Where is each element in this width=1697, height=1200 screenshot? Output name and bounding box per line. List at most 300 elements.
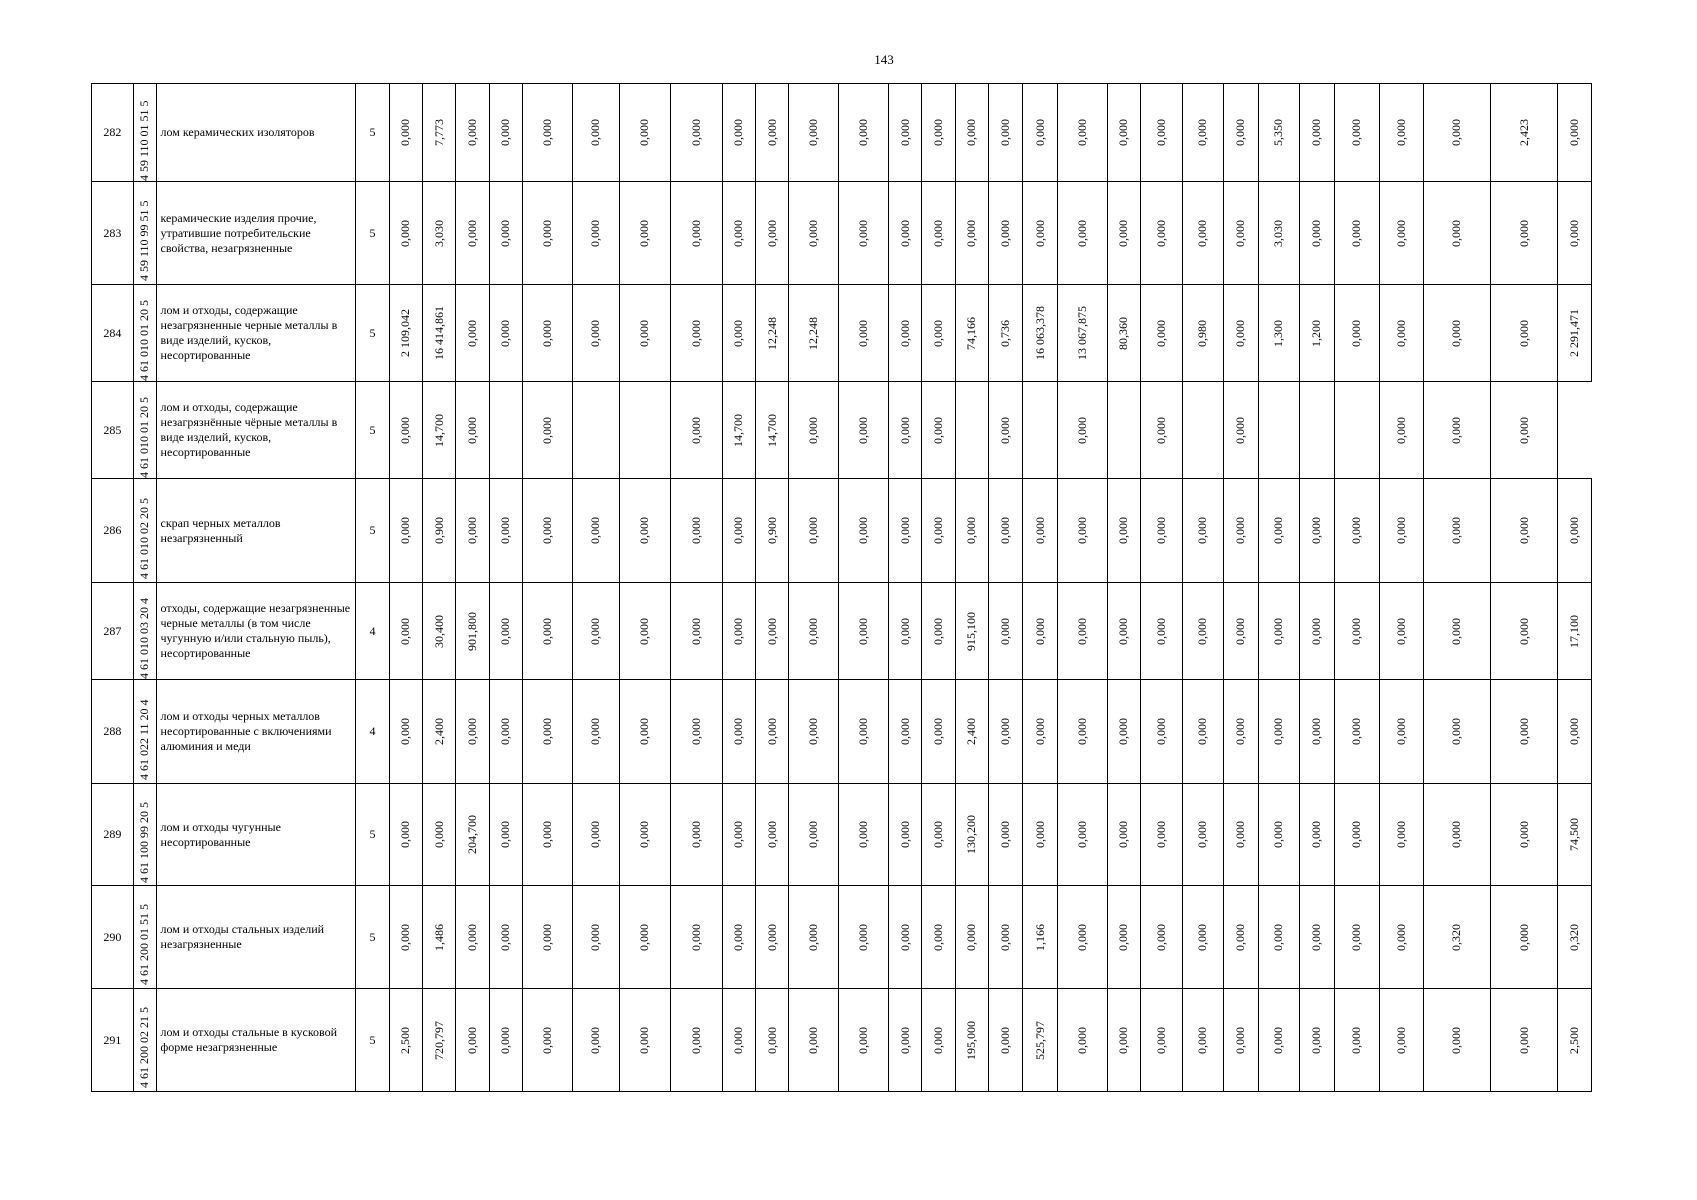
value-text: 0,000 <box>1032 219 1047 247</box>
value-cell <box>955 784 988 886</box>
value-text: 0,000 <box>1116 1026 1131 1054</box>
value-text: 0,000 <box>588 1026 603 1054</box>
row-number: 283 <box>92 182 134 285</box>
value-cell <box>1258 84 1300 182</box>
value-cell <box>955 479 988 583</box>
value-text: 0,000 <box>1233 617 1248 645</box>
value-cell <box>1490 784 1558 886</box>
waste-code <box>133 84 156 182</box>
value-text: 901,800 <box>464 611 479 651</box>
value-text: 0,000 <box>588 923 603 951</box>
value-cell <box>422 479 455 583</box>
value-cell <box>1424 84 1491 182</box>
value-cell <box>1490 989 1558 1092</box>
value-text: 0,000 <box>539 923 554 951</box>
value-text: 0,900 <box>431 517 446 544</box>
value-cell <box>1141 583 1183 680</box>
waste-code <box>133 583 156 680</box>
value-cell <box>619 886 670 989</box>
value-text: 30,400 <box>431 614 446 648</box>
value-text: 0,000 <box>731 821 746 848</box>
value-text: 0,000 <box>637 319 652 347</box>
value-text: 0,000 <box>539 219 554 247</box>
value-cell <box>670 479 722 583</box>
value-cell <box>1300 583 1334 680</box>
value-text: 0,000 <box>464 923 479 951</box>
value-text: 0,000 <box>464 416 479 444</box>
value-cell <box>889 680 922 784</box>
value-text: 0,000 <box>1153 821 1168 848</box>
value-text: 1,486 <box>431 923 446 951</box>
value-cell <box>1023 583 1057 680</box>
value-text: 0,000 <box>1309 923 1324 951</box>
value-cell <box>1141 680 1183 784</box>
value-cell <box>456 285 489 382</box>
value-cell <box>789 886 839 989</box>
value-text: 0,000 <box>588 821 603 848</box>
value-cell <box>489 285 522 382</box>
value-cell <box>619 84 670 182</box>
value-cell <box>789 680 839 784</box>
value-text: 0,000 <box>1271 1026 1286 1054</box>
value-cell <box>389 886 422 989</box>
value-text: 0,000 <box>498 319 513 347</box>
value-text: 0,000 <box>1271 821 1286 848</box>
value-cell <box>789 784 839 886</box>
value-text: 0,000 <box>1233 718 1248 745</box>
value-cell <box>1224 886 1258 989</box>
value-text: 0,000 <box>1074 617 1089 645</box>
value-text: 0,000 <box>856 319 871 347</box>
value-cell <box>989 886 1023 989</box>
value-cell <box>572 84 619 182</box>
waste-name: лом и отходы чугунные несортированные <box>156 784 356 886</box>
value-text: 0,000 <box>398 517 413 544</box>
value-text: 2,400 <box>964 718 979 745</box>
value-text: 0,000 <box>1074 119 1089 146</box>
value-cell <box>670 784 722 886</box>
value-text: 0,000 <box>1309 718 1324 745</box>
value-text: 2,500 <box>1567 1026 1582 1054</box>
value-text: 0,000 <box>731 923 746 951</box>
value-cell <box>1107 784 1140 886</box>
value-cell <box>1334 784 1380 886</box>
value-text: 0,000 <box>588 219 603 247</box>
value-cell <box>722 784 755 886</box>
value-cell <box>789 382 839 479</box>
value-cell <box>456 583 489 680</box>
value-cell <box>955 886 988 989</box>
value-cell <box>1224 680 1258 784</box>
value-text: 0,000 <box>998 219 1013 247</box>
value-cell <box>889 182 922 285</box>
value-cell <box>1258 886 1300 989</box>
value-cell <box>1490 886 1558 989</box>
value-text: 0,000 <box>1032 517 1047 544</box>
value-cell <box>922 583 955 680</box>
value-text: 0,000 <box>1349 1026 1364 1054</box>
value-text: 0,000 <box>539 1026 554 1054</box>
value-text: 0,000 <box>637 718 652 745</box>
value-text: 0,000 <box>764 923 779 951</box>
value-text: 195,000 <box>964 1020 979 1060</box>
value-text: 0,000 <box>539 416 554 444</box>
value-cell <box>1300 680 1334 784</box>
value-cell <box>670 182 722 285</box>
value-text: 0,000 <box>588 119 603 146</box>
value-cell <box>839 285 889 382</box>
value-text: 0,000 <box>806 617 821 645</box>
value-text: 5,350 <box>1271 119 1286 146</box>
value-cell <box>1141 382 1183 479</box>
value-text: 0,000 <box>1349 923 1364 951</box>
value-cell <box>1558 886 1592 989</box>
value-text: 0,000 <box>1233 821 1248 848</box>
value-cell <box>1558 583 1592 680</box>
value-text: 0,000 <box>1153 517 1168 544</box>
value-cell <box>489 784 522 886</box>
value-cell <box>1224 382 1258 479</box>
value-cell <box>422 182 455 285</box>
value-cell <box>955 680 988 784</box>
value-cell <box>955 989 988 1092</box>
value-cell <box>1057 680 1107 784</box>
value-text: 0,000 <box>588 319 603 347</box>
value-text: 0,000 <box>1032 119 1047 146</box>
row-number: 286 <box>92 479 134 583</box>
value-cell <box>789 84 839 182</box>
value-text: 0,000 <box>931 219 946 247</box>
value-cell <box>1224 84 1258 182</box>
value-cell <box>1057 84 1107 182</box>
value-text: 525,797 <box>1032 1020 1047 1060</box>
value-cell <box>572 784 619 886</box>
value-text: 0,000 <box>539 821 554 848</box>
value-text: 0,000 <box>897 923 912 951</box>
value-cell <box>1057 382 1107 479</box>
value-cell <box>1182 182 1224 285</box>
value-cell <box>922 382 955 479</box>
value-cell <box>670 989 722 1092</box>
value-text: 0,000 <box>398 219 413 247</box>
value-cell <box>670 84 722 182</box>
value-text: 7,773 <box>431 119 446 146</box>
value-cell <box>1380 680 1424 784</box>
value-cell <box>1490 479 1558 583</box>
value-text: 0,000 <box>1309 821 1324 848</box>
hazard-class: 5 <box>356 784 389 886</box>
value-text: 0,000 <box>897 219 912 247</box>
value-cell <box>422 84 455 182</box>
value-cell <box>755 784 788 886</box>
value-cell <box>572 285 619 382</box>
value-text: 0,000 <box>1516 923 1531 951</box>
waste-code <box>133 182 156 285</box>
value-text: 0,000 <box>856 219 871 247</box>
value-text: 0,000 <box>1195 517 1210 544</box>
value-text: 0,000 <box>688 1026 703 1054</box>
value-cell <box>789 182 839 285</box>
waste-name: лом и отходы, содержащие незагрязнённые чёрные металлы в виде изделий, кусков, несортированные <box>156 382 356 479</box>
row-number: 284 <box>92 285 134 382</box>
value-text: 0,000 <box>1349 821 1364 848</box>
value-cell <box>456 989 489 1092</box>
value-cell <box>389 680 422 784</box>
hazard-class: 5 <box>356 182 389 285</box>
value-text: 0,000 <box>731 319 746 347</box>
value-cell <box>1258 583 1300 680</box>
value-cell <box>489 479 522 583</box>
value-cell <box>1224 182 1258 285</box>
value-cell <box>1334 285 1380 382</box>
value-text: 0,000 <box>1074 821 1089 848</box>
value-cell <box>922 84 955 182</box>
value-cell <box>1057 285 1107 382</box>
value-text: 0,000 <box>998 1026 1013 1054</box>
value-cell <box>755 989 788 1092</box>
value-cell <box>1380 989 1424 1092</box>
value-text: 0,000 <box>539 718 554 745</box>
page-number: 143 <box>874 52 894 67</box>
value-cell <box>1300 84 1334 182</box>
value-cell <box>619 285 670 382</box>
value-cell <box>1057 583 1107 680</box>
value-cell <box>922 886 955 989</box>
value-cell <box>722 182 755 285</box>
value-text: 0,000 <box>398 416 413 444</box>
value-cell <box>1107 989 1140 1092</box>
table-row <box>92 784 1592 886</box>
value-text: 0,000 <box>539 319 554 347</box>
value-cell <box>722 989 755 1092</box>
table-row <box>92 182 1592 285</box>
value-text: 0,000 <box>1516 617 1531 645</box>
value-cell <box>955 84 988 182</box>
value-cell <box>722 382 755 479</box>
waste-code <box>133 886 156 989</box>
value-cell <box>456 84 489 182</box>
value-text: 0,000 <box>1349 718 1364 745</box>
value-cell <box>989 84 1023 182</box>
value-cell <box>389 583 422 680</box>
value-text: 0,000 <box>688 416 703 444</box>
value-cell <box>889 285 922 382</box>
value-text: 204,700 <box>464 815 479 854</box>
value-text: 0,000 <box>897 119 912 146</box>
value-text: 0,000 <box>1394 119 1409 146</box>
value-text: 0,980 <box>1195 319 1210 347</box>
value-text: 0,000 <box>398 617 413 645</box>
value-text: 0,000 <box>1074 517 1089 544</box>
value-text: 0,000 <box>1516 517 1531 544</box>
value-cell <box>839 479 889 583</box>
waste-code <box>133 382 156 479</box>
value-text: 0,000 <box>1195 1026 1210 1054</box>
value-cell <box>1141 989 1183 1092</box>
row-number: 282 <box>92 84 134 182</box>
value-text: 1,300 <box>1271 319 1286 347</box>
value-cell <box>839 886 889 989</box>
value-text: 0,000 <box>764 718 779 745</box>
value-text: 0,000 <box>806 119 821 146</box>
value-cell <box>922 989 955 1092</box>
value-cell <box>489 680 522 784</box>
value-text: 0,000 <box>1449 718 1464 745</box>
value-text: 0,000 <box>398 119 413 146</box>
value-cell <box>670 583 722 680</box>
value-cell <box>1224 285 1258 382</box>
value-cell <box>456 182 489 285</box>
value-text: 3,030 <box>1271 219 1286 247</box>
value-text: 0,000 <box>1153 416 1168 444</box>
value-cell <box>670 382 722 479</box>
value-cell <box>1107 479 1140 583</box>
value-text: 0,000 <box>1449 821 1464 848</box>
row-number: 285 <box>92 382 134 479</box>
value-cell <box>389 479 422 583</box>
value-text: 0,000 <box>1116 923 1131 951</box>
value-cell <box>1057 886 1107 989</box>
value-cell <box>1558 84 1592 182</box>
value-cell <box>1490 285 1558 382</box>
value-cell <box>619 583 670 680</box>
value-cell <box>1107 583 1140 680</box>
value-cell <box>1380 285 1424 382</box>
value-cell <box>755 479 788 583</box>
value-cell <box>1258 285 1300 382</box>
value-text: 0,000 <box>964 219 979 247</box>
value-text: 17,100 <box>1567 614 1582 648</box>
value-text: 0,000 <box>1153 718 1168 745</box>
value-cell <box>1424 285 1491 382</box>
value-text: 0,000 <box>688 219 703 247</box>
value-text: 0,736 <box>998 319 1013 347</box>
value-cell <box>1334 583 1380 680</box>
value-text: 0,000 <box>1195 718 1210 745</box>
value-cell <box>1424 989 1491 1092</box>
value-cell <box>572 182 619 285</box>
value-cell <box>1490 182 1558 285</box>
value-text: 0,000 <box>637 617 652 645</box>
value-cell <box>922 784 955 886</box>
waste-code-text: 4 61 200 01 51 5 <box>137 904 152 985</box>
value-text: 0,000 <box>856 517 871 544</box>
value-cell <box>1380 886 1424 989</box>
value-cell <box>989 285 1023 382</box>
value-text: 0,000 <box>1394 617 1409 645</box>
value-cell <box>1258 182 1300 285</box>
value-text: 0,000 <box>1233 219 1248 247</box>
value-text: 0,000 <box>931 821 946 848</box>
value-text: 0,000 <box>688 617 703 645</box>
value-cell <box>1023 285 1057 382</box>
value-cell <box>1141 479 1183 583</box>
value-text: 0,000 <box>1449 1026 1464 1054</box>
value-text: 0,000 <box>764 1026 779 1054</box>
value-text: 0,000 <box>1449 416 1464 444</box>
value-cell <box>572 479 619 583</box>
value-text: 0,000 <box>806 718 821 745</box>
value-cell <box>722 886 755 989</box>
value-text: 0,000 <box>998 517 1013 544</box>
value-cell <box>489 583 522 680</box>
value-text: 0,000 <box>688 517 703 544</box>
value-text: 0,000 <box>1516 416 1531 444</box>
value-text: 0,000 <box>1153 219 1168 247</box>
value-cell <box>755 182 788 285</box>
value-cell <box>1490 583 1558 680</box>
value-text: 0,000 <box>1394 821 1409 848</box>
value-cell <box>955 182 988 285</box>
value-cell <box>1380 784 1424 886</box>
waste-code-text: 4 61 010 03 20 4 <box>137 598 152 679</box>
hazard-class: 4 <box>356 583 389 680</box>
value-text: 0,000 <box>1233 1026 1248 1054</box>
value-text: 720,797 <box>431 1020 446 1060</box>
value-cell <box>1182 680 1224 784</box>
value-text: 0,000 <box>637 219 652 247</box>
value-text: 0,000 <box>1153 923 1168 951</box>
waste-code-text: 4 61 022 11 20 4 <box>137 698 152 780</box>
value-cell <box>389 285 422 382</box>
value-text: 0,000 <box>998 821 1013 848</box>
value-text: 0,000 <box>856 1026 871 1054</box>
value-text: 0,000 <box>897 617 912 645</box>
table-row <box>92 285 1592 382</box>
value-text: 0,000 <box>498 1026 513 1054</box>
value-text: 0,000 <box>1032 617 1047 645</box>
value-cell <box>1334 382 1380 479</box>
value-text: 0,000 <box>1032 821 1047 848</box>
value-text: 0,000 <box>998 617 1013 645</box>
value-text: 0,000 <box>806 923 821 951</box>
value-text: 0,000 <box>688 821 703 848</box>
value-cell <box>989 784 1023 886</box>
value-cell <box>1334 989 1380 1092</box>
value-text: 12,248 <box>764 316 779 350</box>
value-text: 0,000 <box>856 821 871 848</box>
value-text: 0,000 <box>1394 923 1409 951</box>
waste-table <box>91 83 1592 1092</box>
value-text: 2,400 <box>431 718 446 745</box>
value-cell <box>889 583 922 680</box>
value-cell <box>422 886 455 989</box>
value-text: 0,000 <box>1349 617 1364 645</box>
value-text: 0,000 <box>1116 119 1131 146</box>
value-text: 0,000 <box>931 617 946 645</box>
value-cell <box>1258 479 1300 583</box>
value-cell <box>1141 182 1183 285</box>
value-cell <box>1558 479 1592 583</box>
value-text: 0,000 <box>931 119 946 146</box>
value-cell <box>1380 84 1424 182</box>
value-cell <box>522 84 572 182</box>
value-cell <box>1558 182 1592 285</box>
row-number: 290 <box>92 886 134 989</box>
value-cell <box>989 182 1023 285</box>
value-text: 0,000 <box>539 517 554 544</box>
value-cell <box>456 784 489 886</box>
value-text: 0,000 <box>764 821 779 848</box>
value-cell <box>1558 285 1592 382</box>
value-cell <box>755 84 788 182</box>
value-cell <box>1141 886 1183 989</box>
waste-name: скрап черных металлов незагрязненный <box>156 479 356 583</box>
value-cell <box>889 479 922 583</box>
value-text: 0,000 <box>1567 517 1582 544</box>
value-cell <box>1424 479 1491 583</box>
value-text: 0,000 <box>964 923 979 951</box>
